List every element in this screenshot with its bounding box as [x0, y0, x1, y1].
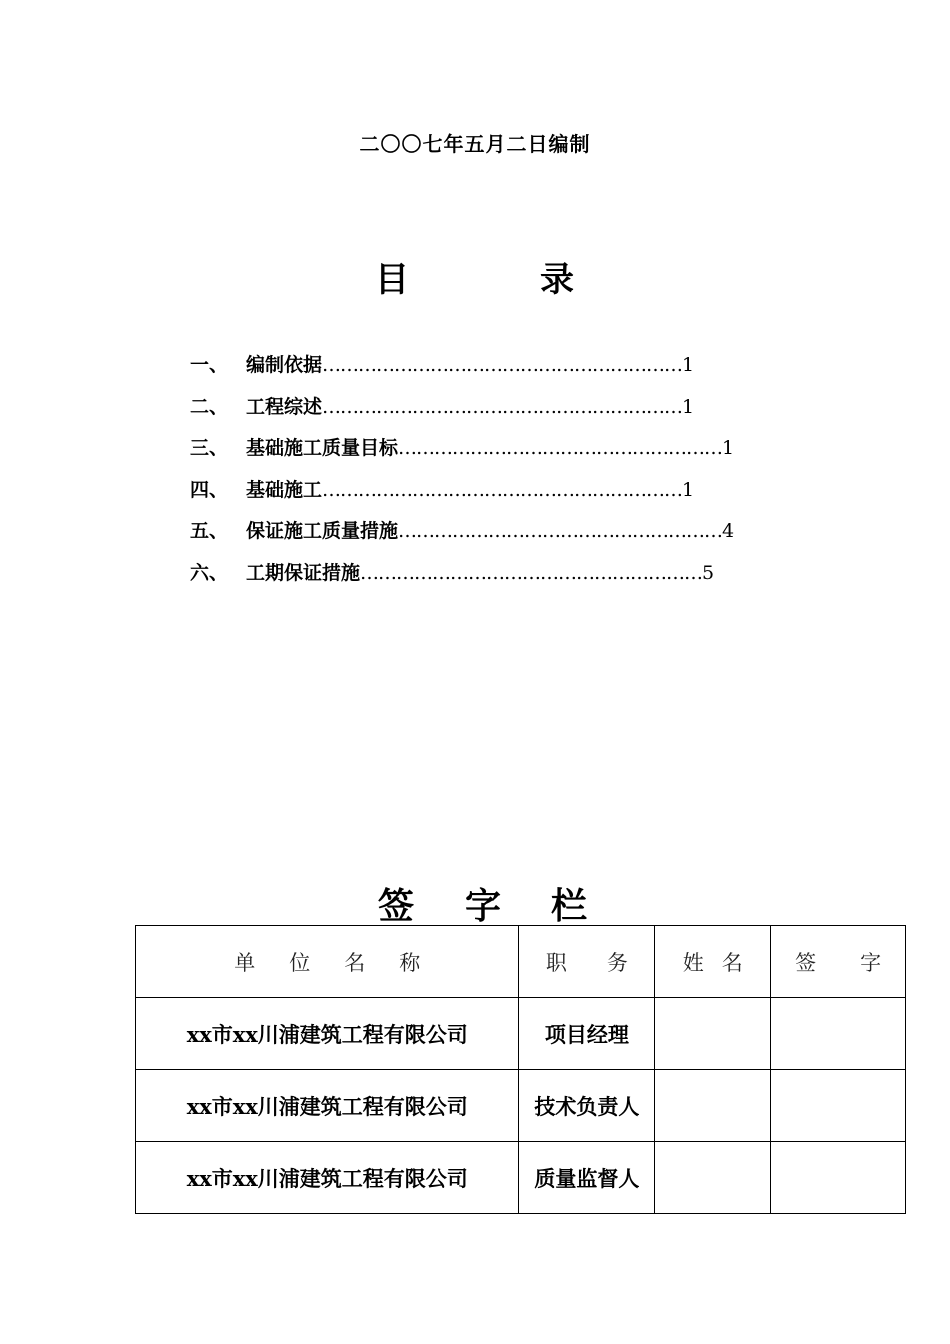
toc-entry-label: 编制依据	[246, 354, 323, 376]
toc-entry-number: 三、	[190, 437, 229, 460]
header-position: 职务	[519, 926, 655, 998]
toc-title	[0, 252, 950, 302]
toc-entry-number: 二、	[190, 395, 229, 418]
name-cell[interactable]	[655, 1070, 771, 1142]
role-cell: 技术负责人	[519, 1070, 655, 1142]
toc-entry-leader: ……………………………………………………	[322, 395, 683, 418]
toc-entry[interactable]	[190, 431, 800, 473]
toc-entry[interactable]	[190, 556, 800, 598]
toc-entry-leader: ………………………………………………	[398, 520, 723, 543]
signature-title-char: 栏	[551, 885, 588, 927]
signature-title-char: 字	[465, 885, 502, 927]
sign-cell[interactable]	[771, 998, 906, 1070]
sign-cell[interactable]	[771, 1070, 906, 1142]
table-row	[136, 998, 906, 1070]
toc-entry-number: 四、	[190, 478, 229, 501]
toc-entry[interactable]	[190, 390, 800, 432]
signature-table	[135, 925, 926, 1214]
toc-entry[interactable]	[190, 473, 800, 515]
unit-cell: xx市xx川浦建筑工程有限公司	[136, 998, 519, 1070]
toc-entry-page: 1	[682, 395, 695, 418]
toc-entry-leader: ………………………………………………	[398, 437, 723, 460]
toc-entry-page: 1	[722, 437, 735, 460]
toc-entry-leader: ……………………………………………………	[322, 354, 683, 376]
header-signature: 签字	[771, 926, 906, 998]
compile-date: 二〇〇七年五月二日编制	[359, 132, 591, 156]
toc-entry-number: 六、	[190, 561, 229, 584]
name-cell[interactable]	[655, 998, 771, 1070]
header-unit-name: 单位名称	[136, 926, 519, 998]
table-row	[136, 1070, 906, 1142]
role-cell: 质量监督人	[519, 1142, 655, 1214]
table-of-contents	[190, 348, 800, 598]
toc-title-left: 目	[375, 260, 409, 300]
toc-entry-page: 5	[702, 561, 715, 584]
signature-table-header	[136, 926, 906, 998]
toc-entry-label: 基础施工质量目标	[246, 437, 399, 460]
header-name: 姓名	[655, 926, 771, 998]
sign-cell[interactable]	[771, 1142, 906, 1214]
toc-entry-page: 1	[682, 354, 695, 376]
table-row	[136, 1142, 906, 1214]
toc-entry-number: 一、	[190, 354, 229, 376]
toc-entry-label: 基础施工	[246, 478, 323, 501]
toc-entry-label: 工程综述	[246, 395, 323, 418]
toc-title-right: 录	[540, 260, 574, 300]
toc-entry[interactable]	[190, 348, 800, 390]
unit-cell: xx市xx川浦建筑工程有限公司	[136, 1142, 519, 1214]
toc-entry-page: 1	[682, 478, 695, 501]
signature-title	[0, 878, 950, 928]
toc-entry-label: 保证施工质量措施	[246, 520, 399, 543]
unit-cell: xx市xx川浦建筑工程有限公司	[136, 1070, 519, 1142]
role-cell: 项目经理	[519, 998, 655, 1070]
toc-entry-leader: ……………………………………………………	[322, 478, 683, 501]
toc-entry-page: 4	[722, 520, 735, 543]
name-cell[interactable]	[655, 1142, 771, 1214]
toc-entry-number: 五、	[190, 520, 229, 543]
toc-entry-leader: …………………………………………………	[360, 561, 703, 584]
toc-entry[interactable]	[190, 514, 800, 556]
toc-entry-label: 工期保证措施	[246, 561, 361, 584]
signature-title-char: 签	[378, 885, 415, 927]
